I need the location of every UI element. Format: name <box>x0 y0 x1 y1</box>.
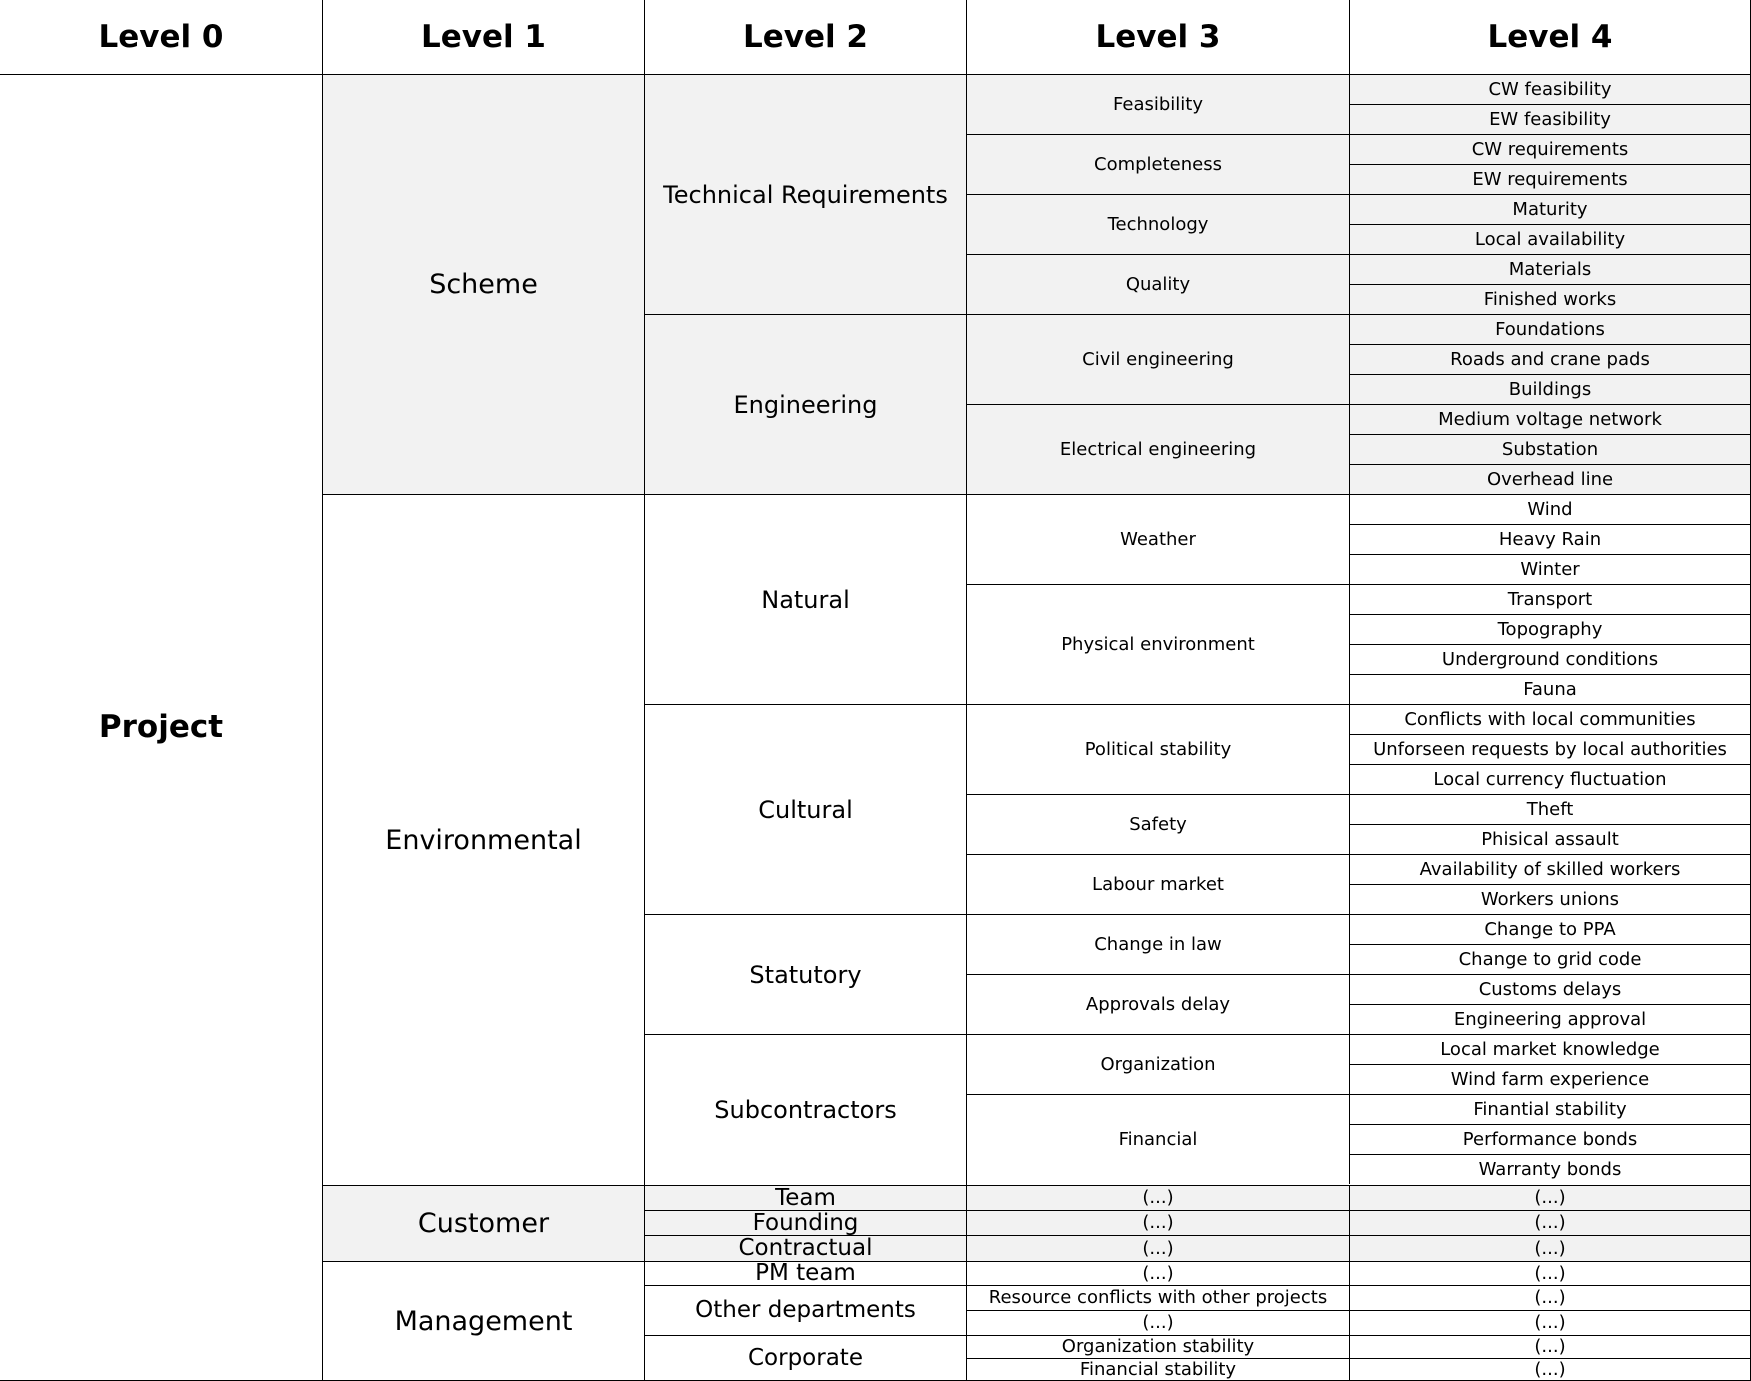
level4-cell: (...) <box>1349 1185 1750 1210</box>
level3-cell: Financial stability <box>966 1358 1349 1380</box>
level4-cell: CW requirements <box>1349 134 1750 164</box>
level3-cell: Organization stability <box>966 1335 1349 1358</box>
level4-cell: Phisical assault <box>1349 824 1750 854</box>
level1-cell: Scheme <box>322 74 644 494</box>
level4-cell: (...) <box>1349 1235 1750 1261</box>
level4-cell: Availability of skilled workers <box>1349 854 1750 884</box>
level4-cell: Wind <box>1349 494 1750 524</box>
level2-cell: Technical Requirements <box>644 74 966 314</box>
level4-cell: Overhead line <box>1349 464 1750 494</box>
level4-cell: Maturity <box>1349 194 1750 224</box>
level3-cell: Political stability <box>966 704 1349 794</box>
level3-cell: (...) <box>966 1210 1349 1235</box>
level4-cell: Theft <box>1349 794 1750 824</box>
level4-cell: Local availability <box>1349 224 1750 254</box>
level4-cell: Warranty bonds <box>1349 1154 1750 1184</box>
level3-cell: (...) <box>966 1235 1349 1261</box>
level4-cell: (...) <box>1349 1261 1750 1285</box>
level2-cell: Corporate <box>644 1335 966 1380</box>
header-level-1: Level 1 <box>322 0 644 74</box>
level1-cell: Customer <box>322 1185 644 1261</box>
level3-cell: Safety <box>966 794 1349 854</box>
level4-cell: Substation <box>1349 434 1750 464</box>
level4-cell: Heavy Rain <box>1349 524 1750 554</box>
level4-cell: Customs delays <box>1349 974 1750 1004</box>
level4-cell: (...) <box>1349 1210 1750 1235</box>
level4-cell: Engineering approval <box>1349 1004 1750 1034</box>
level2-cell: Natural <box>644 494 966 704</box>
level2-cell: Subcontractors <box>644 1034 966 1185</box>
level3-cell: (...) <box>966 1185 1349 1210</box>
level3-cell: Quality <box>966 254 1349 314</box>
level3-cell: Electrical engineering <box>966 404 1349 494</box>
level3-cell: Resource conflicts with other projects <box>966 1285 1349 1310</box>
level2-cell: Other departments <box>644 1285 966 1335</box>
header-level-0: Level 0 <box>98 18 224 55</box>
level3-cell: Civil engineering <box>966 314 1349 404</box>
level3-cell: (...) <box>966 1310 1349 1335</box>
level4-cell: Transport <box>1349 584 1750 614</box>
level4-cell: Materials <box>1349 254 1750 284</box>
header-level-3: Level 3 <box>966 0 1349 74</box>
level3-cell: Completeness <box>966 134 1349 194</box>
level1-cell: Environmental <box>322 494 644 1185</box>
level4-cell: Finished works <box>1349 284 1750 314</box>
level4-cell: Medium voltage network <box>1349 404 1750 434</box>
level4-cell: Local market knowledge <box>1349 1034 1750 1064</box>
level4-cell: Underground conditions <box>1349 644 1750 674</box>
header-level-2: Level 2 <box>644 0 966 74</box>
level4-cell: EW feasibility <box>1349 104 1750 134</box>
level4-cell: Topography <box>1349 614 1750 644</box>
level4-cell: Unforseen requests by local authorities <box>1349 734 1750 764</box>
header-level-4: Level 4 <box>1349 0 1750 74</box>
level4-cell: Buildings <box>1349 374 1750 404</box>
level3-cell: Physical environment <box>966 584 1349 704</box>
level4-cell: Workers unions <box>1349 884 1750 914</box>
level3-cell: Financial <box>966 1094 1349 1185</box>
level4-cell: Wind farm experience <box>1349 1064 1750 1094</box>
level2-cell: Team <box>644 1185 966 1210</box>
level4-cell: (...) <box>1349 1335 1750 1358</box>
level4-cell: Local currency fluctuation <box>1349 764 1750 794</box>
level4-cell: CW feasibility <box>1349 74 1750 104</box>
level2-cell: Contractual <box>644 1235 966 1261</box>
level3-cell: Approvals delay <box>966 974 1349 1034</box>
level2-cell: Engineering <box>644 314 966 494</box>
level0-cell: Project <box>0 74 322 1380</box>
level3-cell: (...) <box>966 1261 1349 1285</box>
level4-cell: Change to grid code <box>1349 944 1750 974</box>
level4-cell: EW requirements <box>1349 164 1750 194</box>
level4-cell: (...) <box>1349 1285 1750 1310</box>
level3-cell: Change in law <box>966 914 1349 974</box>
level4-cell: Fauna <box>1349 674 1750 704</box>
level2-cell: Statutory <box>644 914 966 1034</box>
level4-cell: Conflicts with local communities <box>1349 704 1750 734</box>
level2-cell: PM team <box>644 1261 966 1285</box>
level4-cell: (...) <box>1349 1358 1750 1380</box>
level4-cell: Finantial stability <box>1349 1094 1750 1124</box>
level3-cell: Feasibility <box>966 74 1349 134</box>
level4-cell: Change to PPA <box>1349 914 1750 944</box>
level2-cell: Founding <box>644 1210 966 1235</box>
level1-cell: Management <box>322 1261 644 1380</box>
level3-cell: Technology <box>966 194 1349 254</box>
level3-cell: Labour market <box>966 854 1349 914</box>
level4-cell: Performance bonds <box>1349 1124 1750 1154</box>
level4-cell: Winter <box>1349 554 1750 584</box>
level2-cell: Cultural <box>644 704 966 914</box>
level4-cell: (...) <box>1349 1310 1750 1335</box>
level3-cell: Organization <box>966 1034 1349 1094</box>
level3-cell: Weather <box>966 494 1349 584</box>
level4-cell: Foundations <box>1349 314 1750 344</box>
level4-cell: Roads and crane pads <box>1349 344 1750 374</box>
